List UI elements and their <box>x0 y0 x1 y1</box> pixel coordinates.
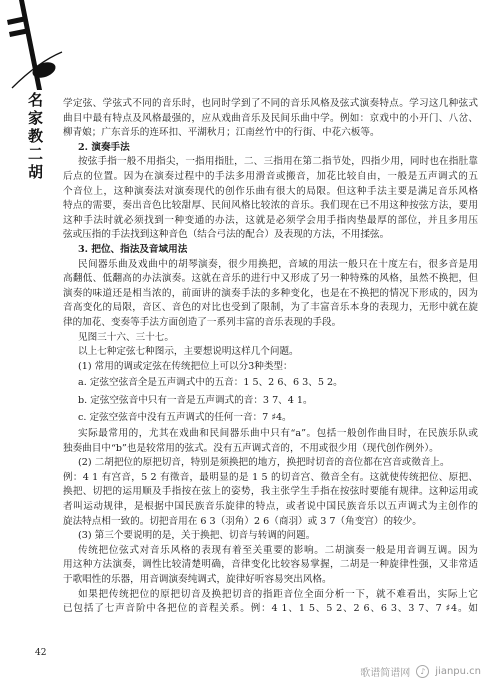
body-text-line: 换把、切把的运用顺及手指按在弦上的姿势，我主张学生手指在按弦时要能有规律。这种运用或 <box>63 486 478 498</box>
body-text-line: 弦或压指的手法找到这种音色（结合弓法的配合）及表现的方法，不用揉弦。 <box>63 229 390 241</box>
body-text-line: 独奏曲目中“b”也是较常用的弦式。没有五声调式音的，不用或很少用（现代创作例外）。 <box>63 442 439 454</box>
body-text-line: 旋法特点相一致的。切把音用在 6 3（羽角）2 6（商羽）或 3 7（角变宫）的较少。 <box>63 515 422 527</box>
watermark-domain: jianpu.cn <box>435 666 481 677</box>
body-text-line: 传统把位弦式对音乐风格的表现有着至关重要的影响。二胡演奏一般是用音调互调。因为 <box>78 544 478 556</box>
body-text-line: 民间器乐曲及戏曲中的胡琴演奏，很少用换把，音域的用法一般只在十度左右，很多音是用 <box>78 258 478 270</box>
section-heading: 3. 把位、指法及音域用法 <box>78 243 188 255</box>
body-text-line: 用这种方法演奏，调性比较清楚明确，音律变化比较容易掌握，二胡是一种旋律性强，又非常适 <box>63 559 478 571</box>
body-text-line: 实际最常用的，尤其在戏曲和民间器乐曲中只有“a”。包括一般创作曲目时，在民族乐队或 <box>78 428 478 440</box>
body-text-line: 个音位上，这种演奏法对演奏现代的创作乐曲有很大的局限。但这种手法主要是满足音乐风格 <box>63 185 478 197</box>
body-text-line: 如果把传统把位的原把切音及换把切音的指距音位全面分析一下，就不难看出，实际上它 <box>78 588 478 600</box>
body-text-line: 以上七种定弦七种图示，主要想说明这样几个问题。 <box>78 346 299 358</box>
numbered-point: (2) 二胡把位的原把切音，特别是须换把的地方，换把时切音的音位都在宫音或徵音上。 <box>78 457 450 469</box>
numbered-point: (3) 第三个要说明的是，关于换把、切音与转调的问题。 <box>78 530 316 542</box>
page-number: 42 <box>35 648 47 658</box>
figure-reference: 见图三十六、三十七。 <box>78 331 174 343</box>
watermark-site-name: 歌谱简谱网 <box>360 668 411 679</box>
body-text-line: 例：4 1 有宫音，5 2 有徵音，最明显的是 1 5 的切音宫、徵音全有。这就使传统把位、原把、 <box>63 471 478 483</box>
numbered-point: (1) 常用的调或定弦在传统把位上可以分3种类型： <box>78 360 293 372</box>
body-text-line: 曲目中最有特点及风格最强的，应从戏曲音乐及民间乐曲中学。例如：京戏中的小开门、八岔、 <box>63 112 478 124</box>
body-text-line: 律的加花、变奏等手法方面创造了一系列丰富的音乐表现的手段。 <box>63 316 342 328</box>
body-text-line: 演奏的味道还是相当浓的，前面讲的演奏手法的多种变化，也是在不换把的情况下形成的，因为 <box>63 287 478 299</box>
body-text-line: 柳青娘；广东音乐的连环扣、平湖秋月；江南丝竹中的行街、中花六板等。 <box>63 127 380 139</box>
section-heading: 2. 演奏手法 <box>78 141 130 153</box>
series-title: 名家教二胡 <box>26 92 44 182</box>
body-text-line: 于歌唱性的乐器，用音调演奏纯调式，旋律好听容易突出风格。 <box>63 574 332 585</box>
body-text <box>63 97 478 617</box>
erhu-illustration <box>0 0 64 94</box>
body-text-line: 已包括了七声音阶中各把位的音程关系。例：4 1、1 5、5 2、2 6、6 3、3 7、7 ♯4。如 <box>63 603 478 615</box>
body-text-line: 学定弦、学弦式不同的音乐时，也同时学到了不同的音乐风格及弦式演奏特点。学习这几种弦式 <box>63 98 478 109</box>
body-text-line: 高翻低、低翻高的办法演奏。这就在音乐的进行中又形成了另一种特殊的风格，虽然不换把，但 <box>63 273 478 285</box>
body-text-line: 这种手法时就必须找到一种变通的办法，这就是必须学会用手指肉垫最厚的部位，并且多用压 <box>63 214 478 226</box>
body-text-line: 特点的需要，奏出音色比较甜厚、民间风格比较浓的音乐。我们现在已不用这种按弦方法，要用 <box>63 200 478 212</box>
body-text-line: 按弦手指一般不用指尖，一指用指肚，二、三指用在第二指节处，四指少用，同时也在指肚靠 <box>78 156 478 168</box>
site-logo-icon: ♪ <box>416 665 429 678</box>
list-item: a. 定弦空弦音全是五声调式中的五音：1 5、2 6、6 3、5 2。 <box>78 377 343 389</box>
body-text-line: 后点的位置。因为在演奏过程中的手法多用滑音或搬音，加花比较自由，一般是五声调式的五 <box>63 170 478 182</box>
watermark <box>360 664 481 679</box>
body-text-line: 音高变化的局限，音区、音色的对比也受到了限制，为了丰富音乐本身的表现力，无形中就在旋 <box>63 302 478 314</box>
list-item: b. 定弦空弦音中只有一音是五声调式的音：3 7、4 1。 <box>78 394 313 406</box>
list-item: c. 定弦空弦音中没有五声调式的任何一音：7 ♯4。 <box>78 412 292 424</box>
body-text-line: 者叫运动规律，是根据中国民族音乐旋律的特点，或者说中国民族音乐以五声调式为主创作的 <box>63 501 478 513</box>
